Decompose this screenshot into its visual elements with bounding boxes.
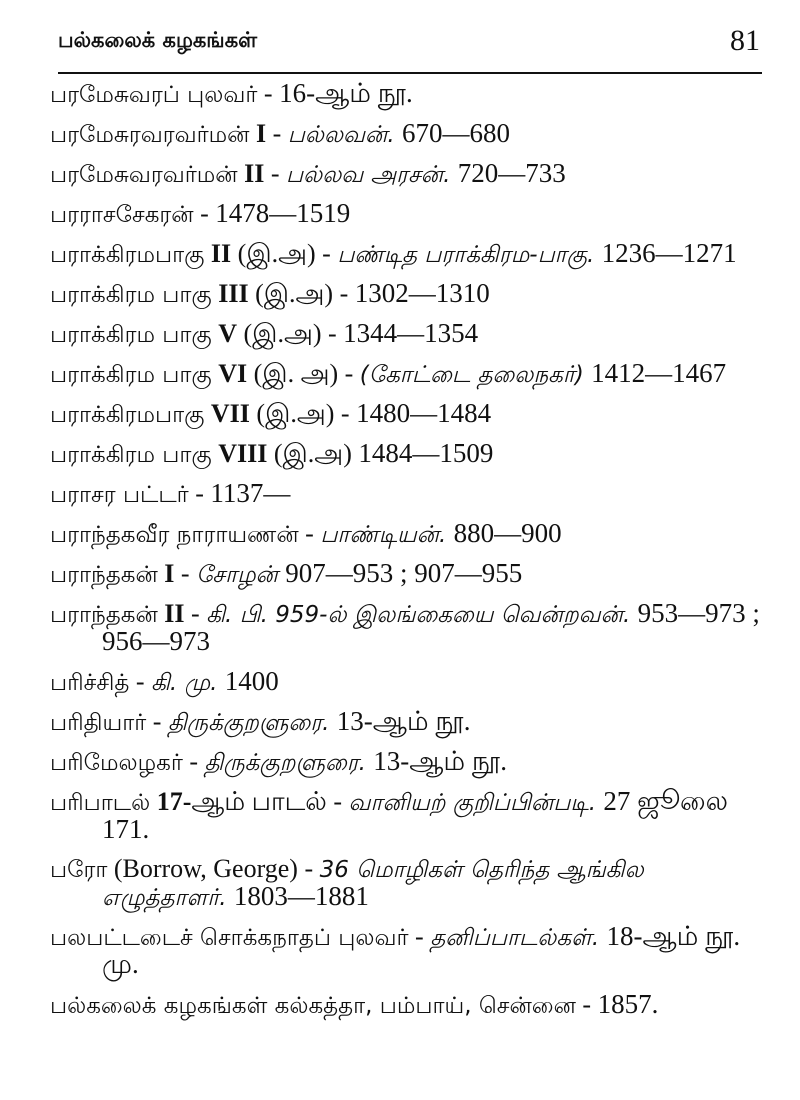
entry-desc: திருக்குறளுரை. — [204, 750, 374, 776]
entry-sep: - — [182, 747, 205, 776]
entry-head: பரிதியார் — [50, 710, 147, 736]
entry-num: 1803—1881 — [233, 881, 369, 911]
list-item — [50, 240, 765, 268]
entry-roman: II — [204, 239, 232, 268]
entry-roman: III — [211, 279, 249, 308]
list-item — [50, 923, 765, 979]
entry-num: 907—953 ; 907—955 — [285, 558, 523, 588]
list-item — [50, 400, 765, 428]
page-number: 81 — [730, 24, 760, 57]
entry-num: 1137— — [210, 478, 291, 508]
entry-list — [50, 80, 765, 1031]
list-item — [50, 748, 765, 776]
entry-head: பரமேசுரவரவர்மன் — [50, 122, 250, 148]
entry-num: 18-ஆம் நூ. மு. — [102, 921, 741, 979]
entry-num: 1344—1354 — [343, 318, 479, 348]
running-head: பல்கலைக் கழகங்கள் — [58, 28, 258, 52]
entry-num: 1400 — [224, 666, 279, 696]
entry-sep: - — [184, 599, 207, 628]
entry-head: பராக்கிரம பாகு — [50, 362, 212, 388]
list-item — [50, 160, 765, 188]
entry-desc: கி. மு. — [151, 670, 225, 696]
entry-desc: வானியற் குறிப்பின்படி. — [348, 790, 604, 816]
header-rule — [58, 72, 762, 74]
list-item — [50, 600, 765, 656]
entry-head: பராந்தகன் — [50, 602, 158, 628]
entry-sep: - — [298, 519, 321, 548]
entry-num: 880—900 — [453, 518, 562, 548]
entry-head: பராக்கிரம பாகு — [50, 282, 212, 308]
entry-roman: I — [157, 559, 175, 588]
list-item — [50, 120, 765, 148]
entry-roman: VI — [211, 359, 248, 388]
entry-sep: (இ. அ) - — [247, 359, 360, 388]
list-item — [50, 788, 765, 844]
entry-head: பரிமேலழகர் — [50, 750, 183, 776]
entry-head: பலபட்டடைச் சொக்கநாதப் புலவர் — [50, 925, 409, 951]
list-item — [50, 200, 765, 228]
entry-sep: - — [129, 667, 152, 696]
entry-desc: (கோட்டை தலைநகர்) — [359, 362, 592, 388]
list-item — [50, 991, 765, 1019]
entry-head: பராக்கிரம பாகு — [50, 442, 212, 468]
entry-roman: VIII — [211, 439, 268, 468]
entry-sep: (இ.அ) — [267, 439, 359, 468]
entry-head: பரிச்சித் — [50, 670, 130, 696]
entry-num: 13-ஆம் நூ. — [336, 706, 471, 736]
entry-desc: கி. பி. 959-ல் இலங்கையை வென்றவன். — [206, 602, 638, 628]
entry-head: பராந்தகன் — [50, 562, 158, 588]
list-item — [50, 668, 765, 696]
entry-num: 16-ஆம் நூ. — [279, 78, 413, 108]
entry-sep: - — [257, 79, 280, 108]
entry-roman: 17- — [150, 787, 192, 816]
entry-num: 1236—1271 — [601, 238, 737, 268]
list-item — [50, 560, 765, 588]
entry-sep: (இ.அ) - — [248, 279, 355, 308]
entry-desc: பண்டித பராக்கிரம-பாகு. — [337, 242, 602, 268]
entry-head: பரிபாடல் — [50, 790, 151, 816]
entry-num: 720—733 — [457, 158, 566, 188]
entry-num: 1302—1310 — [354, 278, 490, 308]
entry-sep: (இ.அ) - — [249, 399, 357, 428]
entry-head: பராசர பட்டர் — [50, 482, 189, 508]
entry-desc: பல்லவன். — [287, 122, 402, 148]
list-item — [50, 80, 765, 108]
entry-num: 27 ஜூலை 171. — [102, 786, 729, 844]
entry-sep: (இ.அ) - — [231, 239, 338, 268]
entry-sep: - — [575, 990, 598, 1019]
entry-num: 1484—1509 — [358, 438, 494, 468]
entry-roman: II — [237, 159, 265, 188]
entry-desc: தனிப்பாடல்கள். — [430, 925, 607, 951]
entry-roman: VII — [204, 399, 250, 428]
entry-sep: (இ.அ) - — [237, 319, 344, 348]
entry-head: பரமேசுவரவர்மன் — [50, 162, 238, 188]
entry-head: பராக்கிரமபாகு — [50, 402, 205, 428]
entry-desc: சோழன் — [196, 562, 286, 588]
entry-head: பரமேசுவரப் புலவர் — [50, 82, 258, 108]
list-item — [50, 360, 765, 388]
entry-roman: I — [249, 119, 267, 148]
entry-head: பல்கலைக் கழகங்கள் கல்கத்தா, பம்பாய், சென்னை — [50, 993, 576, 1019]
entry-num: 1857. — [597, 989, 659, 1019]
list-item — [50, 708, 765, 736]
entry-sep: - — [193, 199, 216, 228]
list-item — [50, 320, 765, 348]
entry-head: பரராசசேகரன் — [50, 202, 194, 228]
entry-roman: V — [211, 319, 237, 348]
entry-sep: - — [146, 707, 168, 736]
entry-num: 1412—1467 — [591, 358, 727, 388]
entry-sep: ஆம் பாடல் - — [191, 787, 349, 816]
entry-head: பராக்கிரம பாகு — [50, 322, 212, 348]
entry-sep: - — [408, 922, 431, 951]
entry-head: பரோ — [50, 857, 108, 883]
entry-head: பராக்கிரமபாகு — [50, 242, 205, 268]
list-item — [50, 280, 765, 308]
entry-desc: பல்லவ அரசன். — [286, 162, 458, 188]
list-item — [50, 480, 765, 508]
entry-desc: 36 மொழிகள் தெரிந்த ஆங்கில எழுத்தாளர். — [102, 857, 644, 911]
entry-sep: - — [188, 479, 211, 508]
entry-num: 670—680 — [402, 118, 510, 148]
entry-sep: - — [174, 559, 197, 588]
list-item — [50, 520, 765, 548]
entry-desc: திருக்குறளுரை. — [167, 710, 337, 736]
list-item — [50, 440, 765, 468]
entry-roman: II — [157, 599, 185, 628]
entry-num: 953—973 ; 956—973 — [102, 598, 760, 656]
entry-num: 1478—1519 — [215, 198, 351, 228]
entry-sep: (Borrow, George) - — [107, 854, 320, 883]
list-item — [50, 856, 765, 911]
entry-sep: - — [264, 159, 286, 188]
entry-num: 1480—1484 — [356, 398, 492, 428]
entry-desc: பாண்டியன். — [320, 522, 454, 548]
entry-num: 13-ஆம் நூ. — [373, 746, 508, 776]
entry-sep: - — [266, 119, 288, 148]
entry-head: பராந்தகவீர நாராயணன் — [50, 522, 299, 548]
